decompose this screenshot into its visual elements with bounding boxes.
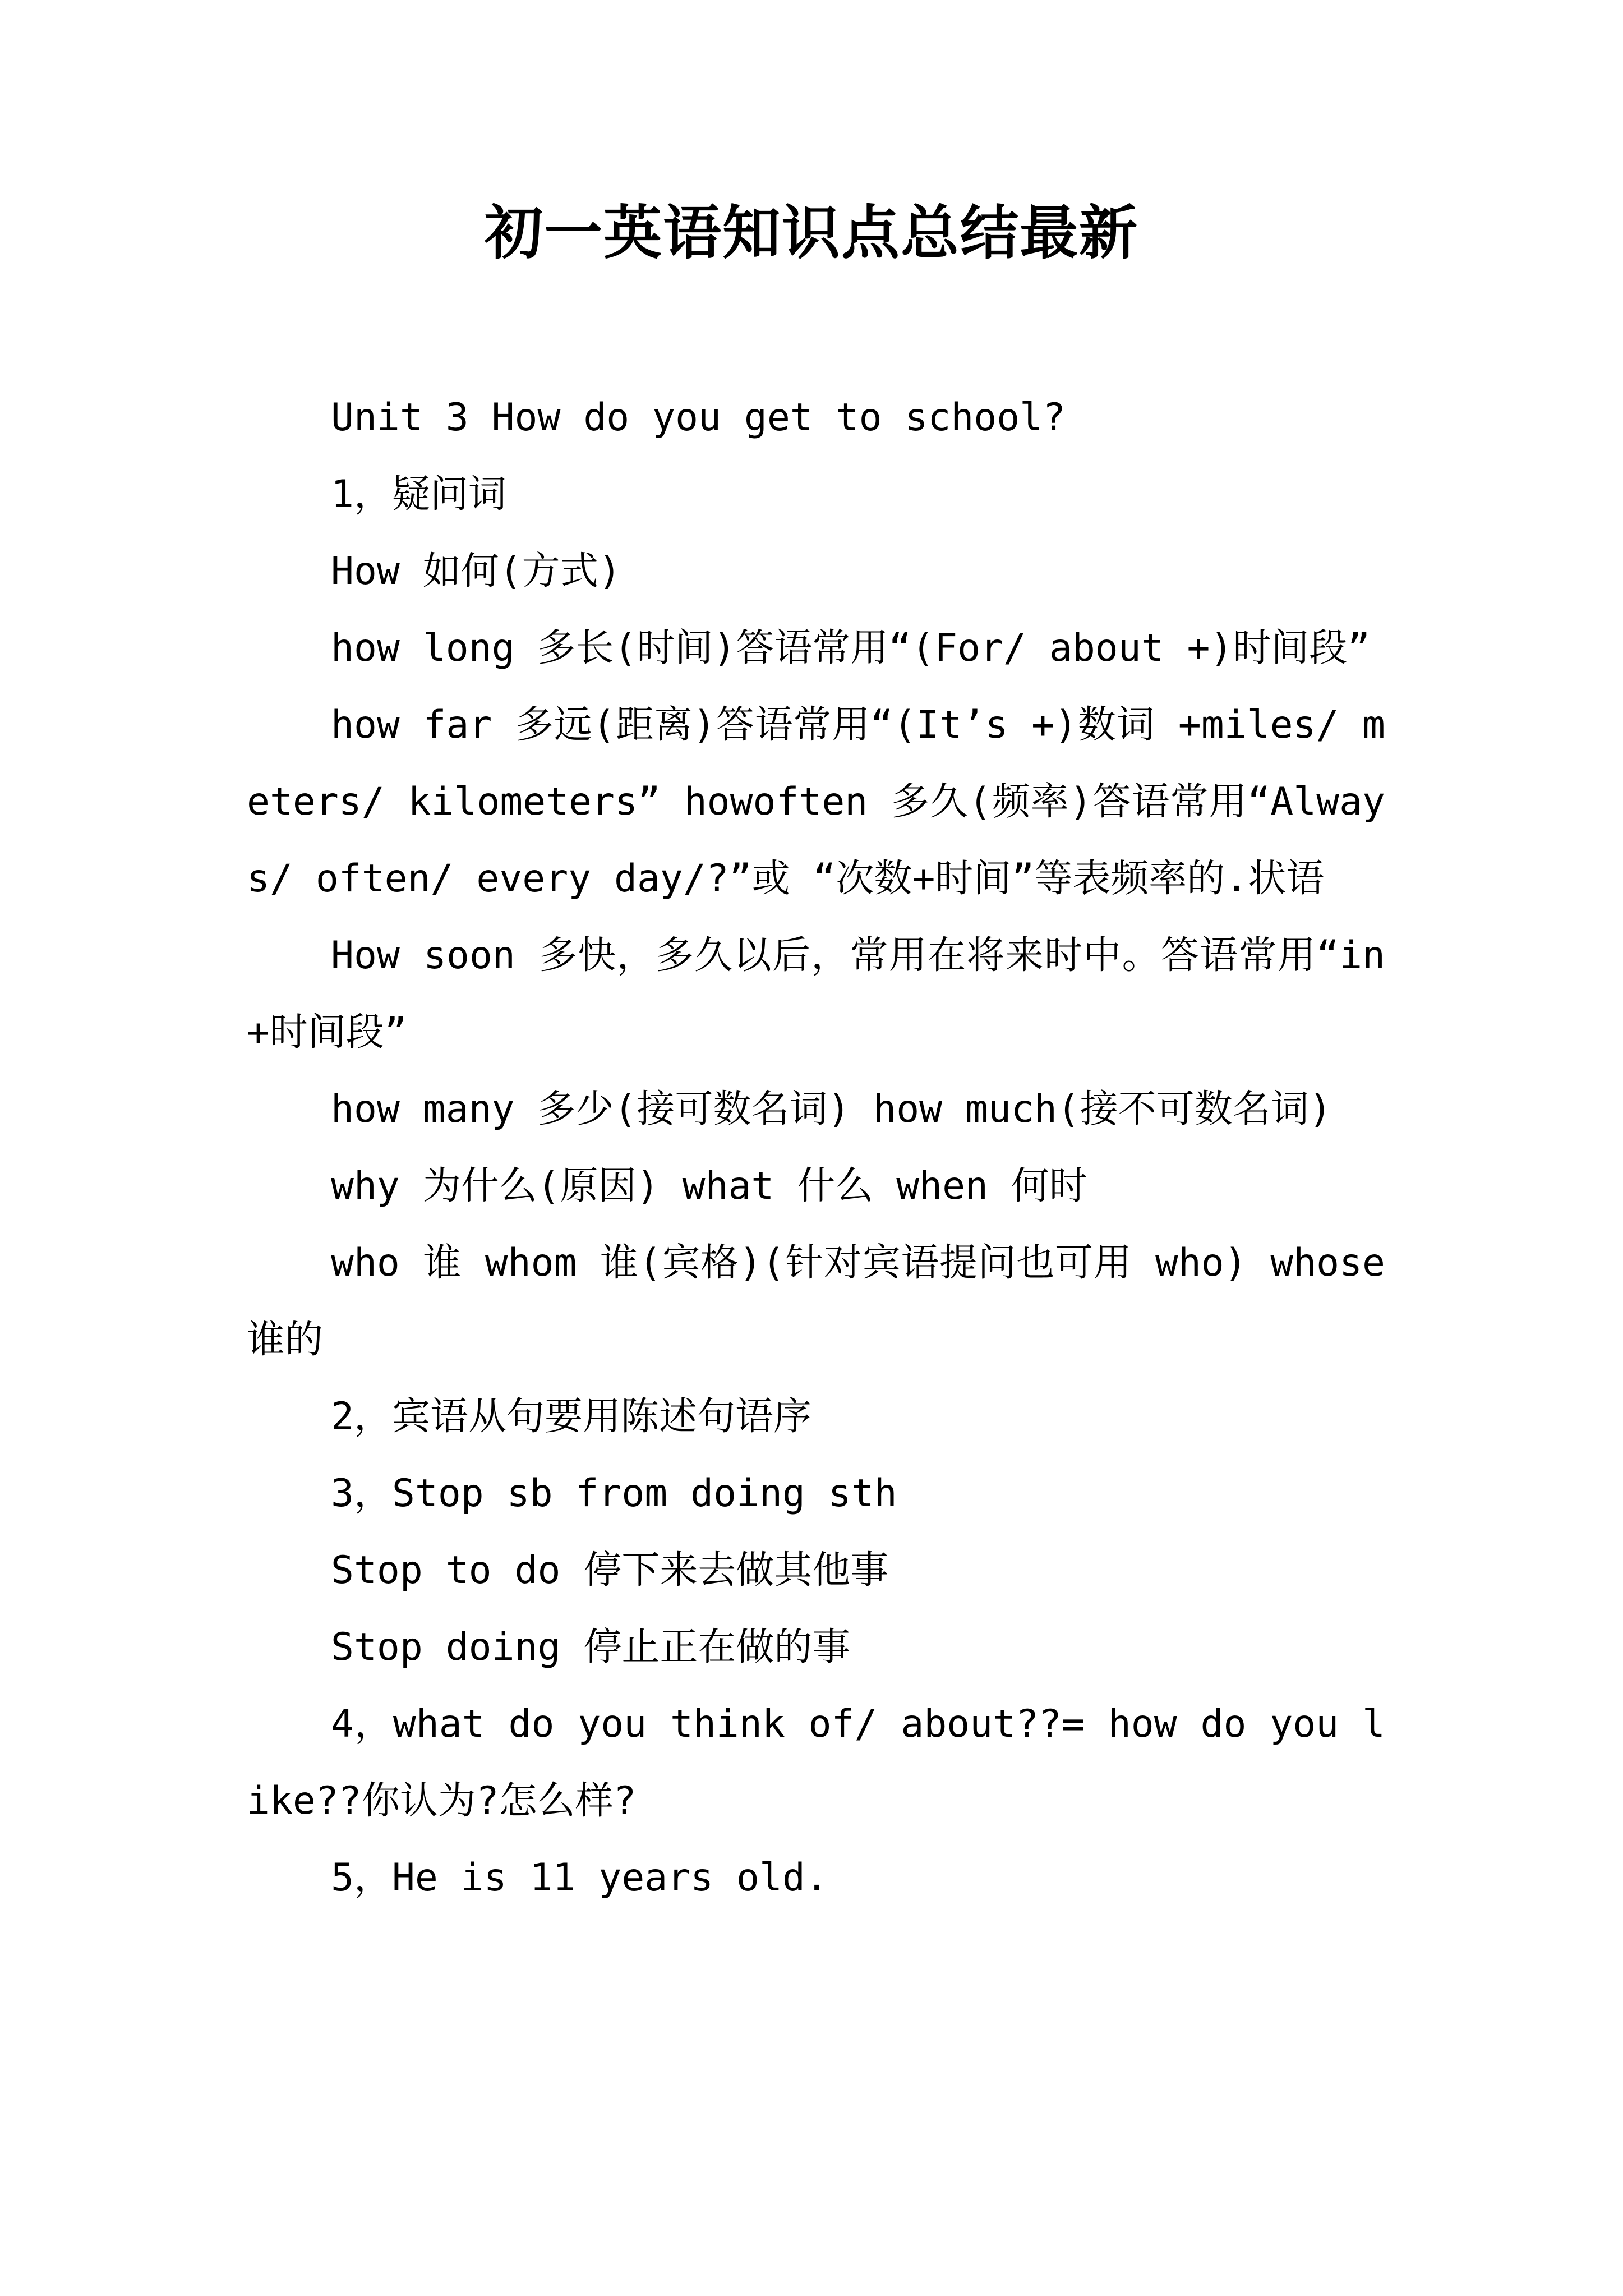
- paragraph-how: How 如何(方式): [331, 549, 621, 593]
- paragraph-unit-heading: Unit 3 How do you get to school?: [331, 395, 1066, 440]
- paragraph-stop-to-do: Stop to do 停下来去做其他事: [331, 1548, 889, 1593]
- paragraph-why-what-when: why 为什么(原因) what 什么 when 何时: [331, 1164, 1087, 1208]
- page-title: 初一英语知识点总结最新: [484, 198, 1138, 267]
- paragraph-5-years-old: 5，He is 11 years old.: [331, 1856, 828, 1900]
- paragraph-how-many: how many 多少(接可数名词) how much(接不可数名词): [331, 1087, 1332, 1131]
- paragraph-how-far: how far 多远(距离)答语常用“(It’s +)数词 +miles/ meters/ kilometers” howoften 多久(频率)答语常用“Always/ often/ every day/?”或 “次数+时间”等表频率的.状语: [247, 703, 1385, 901]
- paragraph-how-long: how long 多长(时间)答语常用“(For/ about +)时间段”: [331, 626, 1371, 670]
- paragraph-1-question-words: 1，疑问词: [331, 472, 506, 517]
- paragraph-who-whom-whose: who 谁 whom 谁(宾格)(针对宾语提问也可用 who) whose 谁的: [247, 1241, 1408, 1362]
- paragraph-stop-doing: Stop doing 停止正在做的事: [331, 1625, 851, 1669]
- paragraph-how-soon: How soon 多快，多久以后，常用在将来时中。答语常用“in +时间段”: [247, 933, 1408, 1055]
- document-body: [247, 379, 1408, 1916]
- paragraph-2-object-clause: 2，宾语从句要用陈述句语序: [331, 1395, 811, 1439]
- paragraph-4-what-do-you-think: 4，what do you think of/ about??= how do you like??你认为?怎么样?: [247, 1702, 1385, 1823]
- paragraph-3-stop-from: 3，Stop sb from doing sth: [331, 1471, 897, 1516]
